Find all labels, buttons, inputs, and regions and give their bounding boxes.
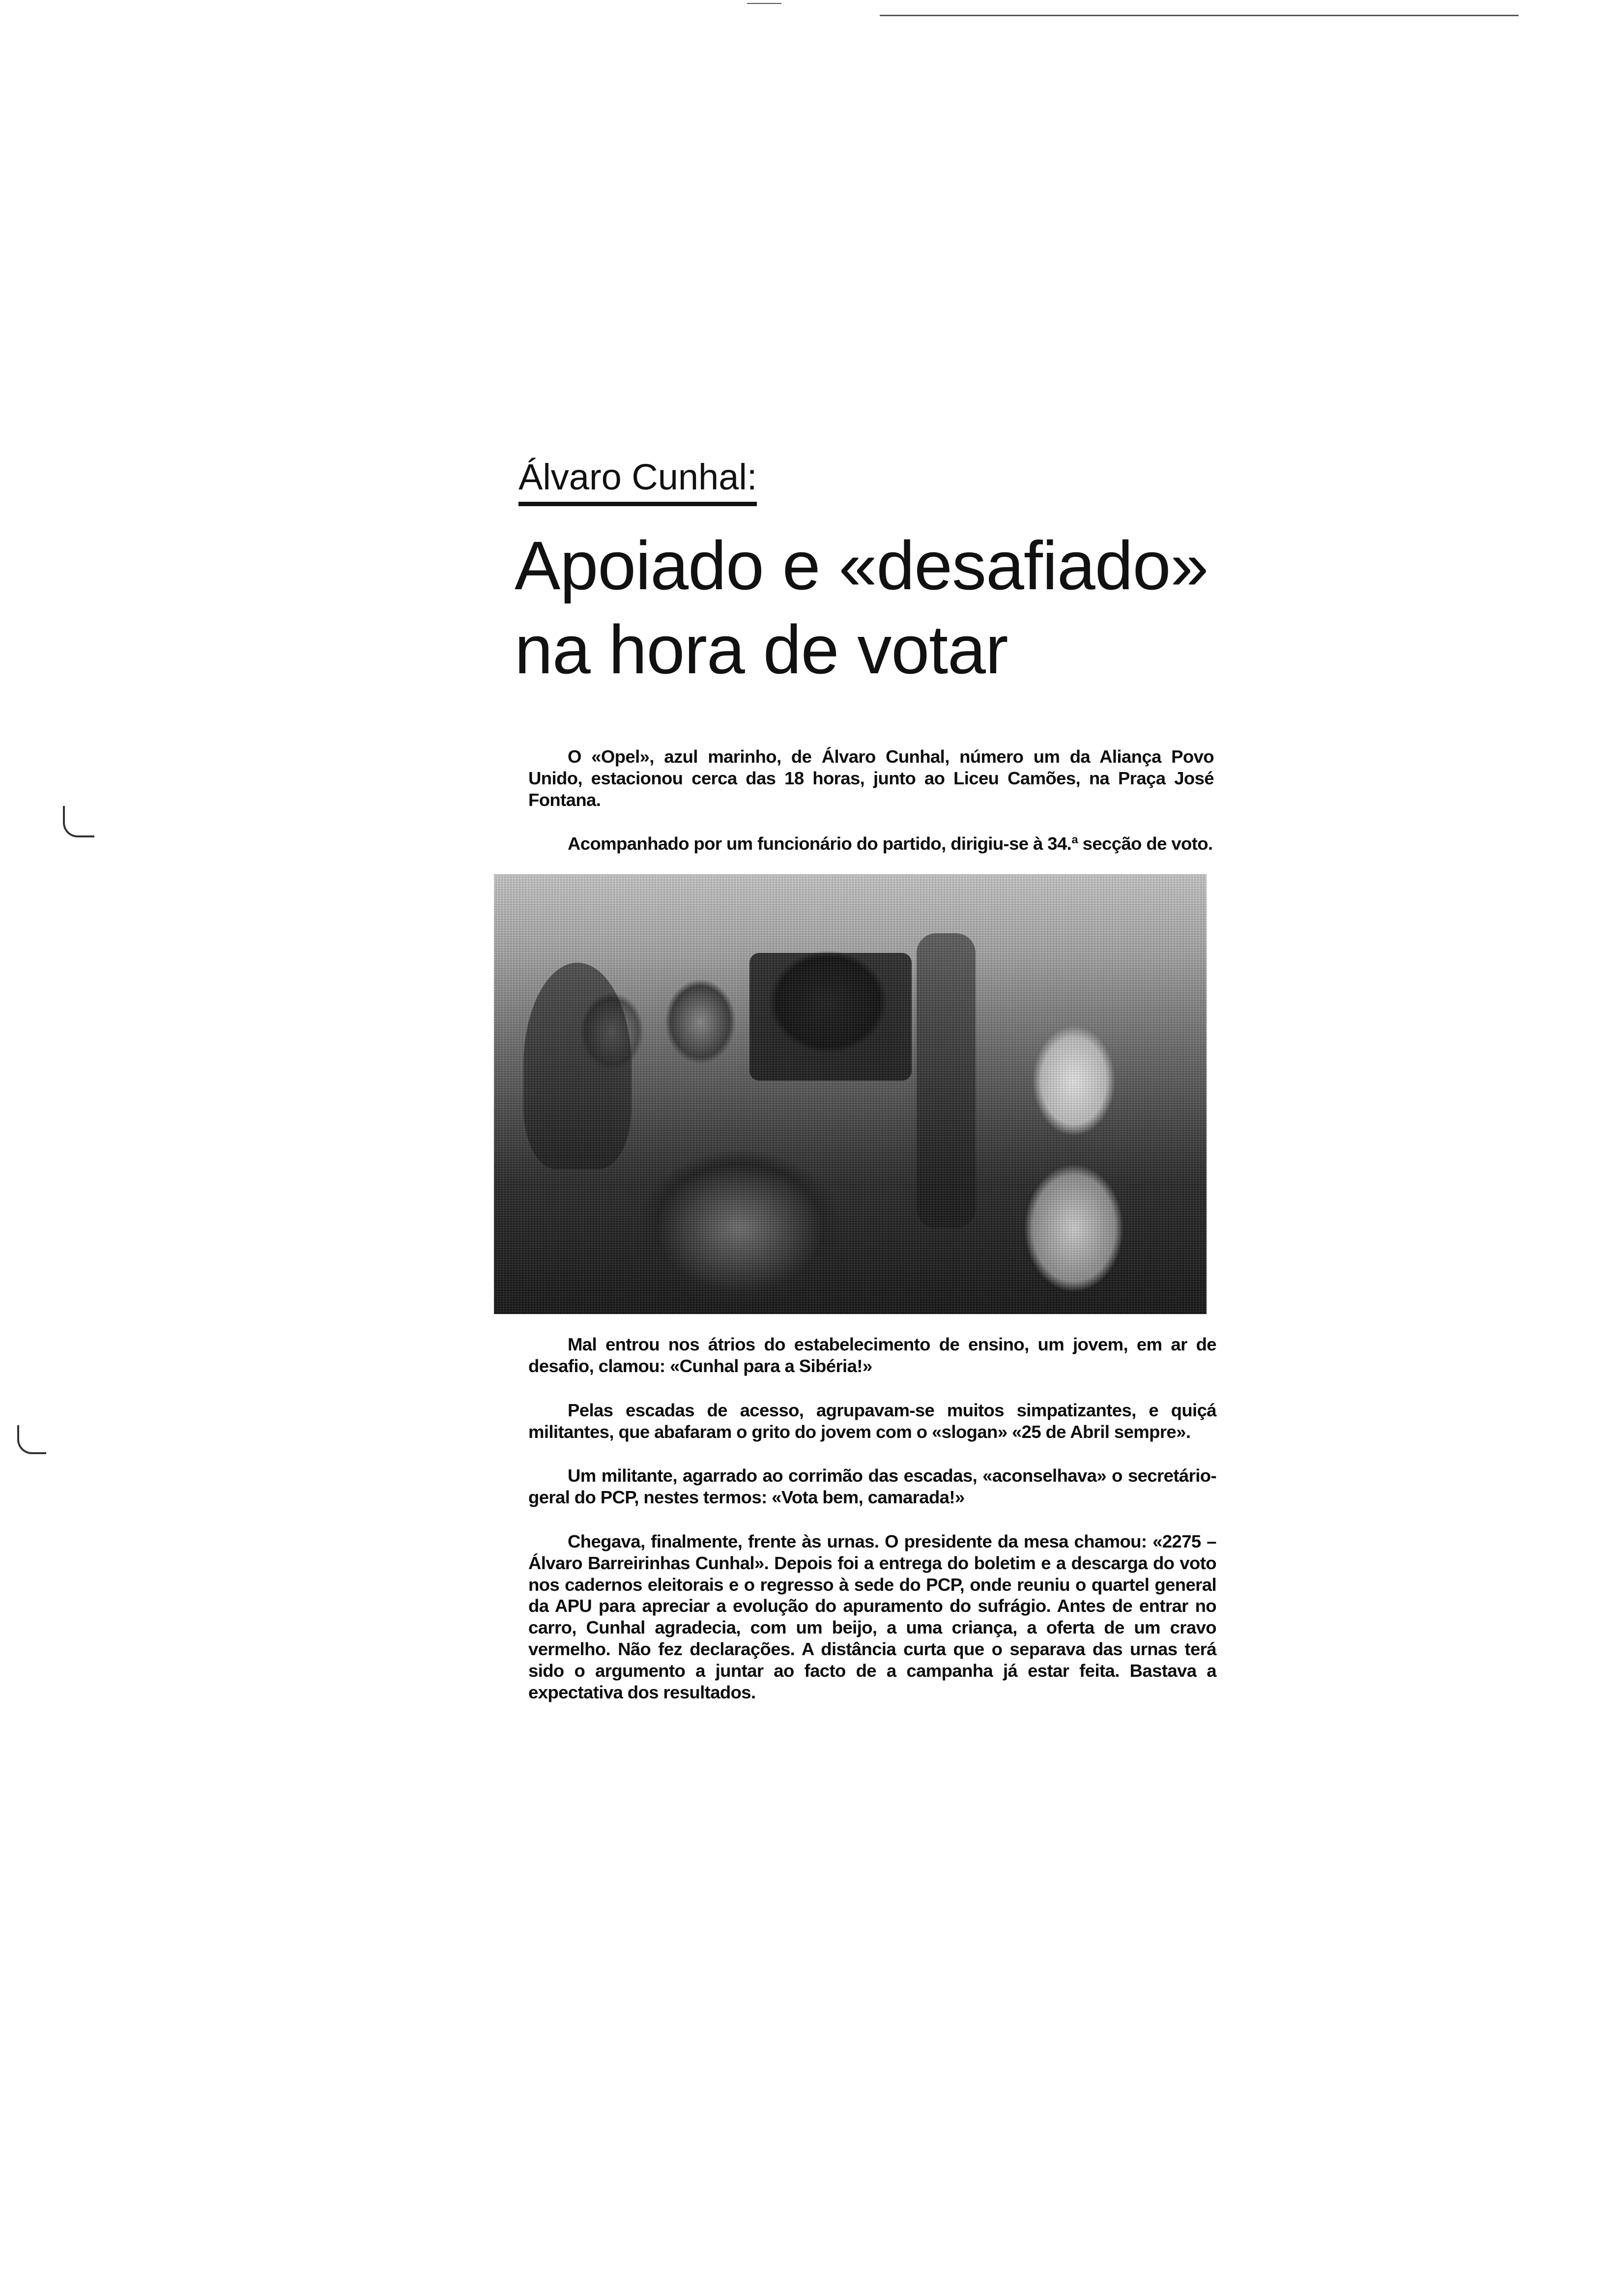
paragraph-main-1: Mal entrou nos átrios do estabelecimento de ensino, um jovem, em ar de desafio, clamou: «Cunhal para a Sibéria!» [528,1334,1216,1376]
scan-margin-mark-lower [17,1425,46,1454]
paragraph-intro-1: O «Opel», azul marinho, de Álvaro Cunhal, número um da Aliança Povo Unido, estacionou cerca das 18 horas, junto ao Liceu Camões, na Praça José Fontana. [528,746,1214,810]
scan-margin-mark [63,806,94,837]
paragraph-main-3: Um militante, agarrado ao corrimão das escadas, «aconselhava» o secretário-geral do PCP, nestes termos: «Vota bem, camarada!» [528,1465,1216,1508]
scan-edge-line [880,15,1519,16]
article-body [528,1334,1216,1703]
headline-line-1: Apoiado e «desafiado» [515,527,1209,604]
paragraph-main-4: Chegava, finalmente, frente às urnas. O presidente da mesa chamou: «2275 – Álvaro Barreirinhas Cunhal». Depois foi a entrega do boletim e a descarga do voto nos cadernos eleitorais e o regresso à sede do PCP, onde reuniu o quartel general da APU para apreciar a evolução do apuramento do sufrágio. Antes de entrar no carro, Cunhal agradecia, com um beijo, a uma criança, a oferta de um cravo vermelho. Não fez declarações. A distância curta que o separava das urnas terá sido o argumento a juntar ao facto de a campanha já estar feita. Bastava a expectativa dos resultados. [528,1531,1216,1702]
article-kicker: Álvaro Cunhal: [518,457,757,506]
paragraph-main-2: Pelas escadas de acesso, agrupavam-se muitos simpatizantes, e quiçá militantes, que abafaram o grito do jovem com o «slogan» «25 de Abril sempre». [528,1400,1216,1442]
article-headline [515,524,1216,692]
paragraph-intro-2: Acompanhado por um funcionário do partido, dirigiu-se à 34.ª secção de voto. [568,833,1213,854]
newspaper-article [509,457,1216,1725]
headline-line-2: na hora de votar [515,611,1008,689]
article-intro [528,746,1214,855]
scan-edge-line-short [747,3,781,4]
article-photo [494,874,1207,1314]
photo-grain-texture [494,874,1207,1314]
